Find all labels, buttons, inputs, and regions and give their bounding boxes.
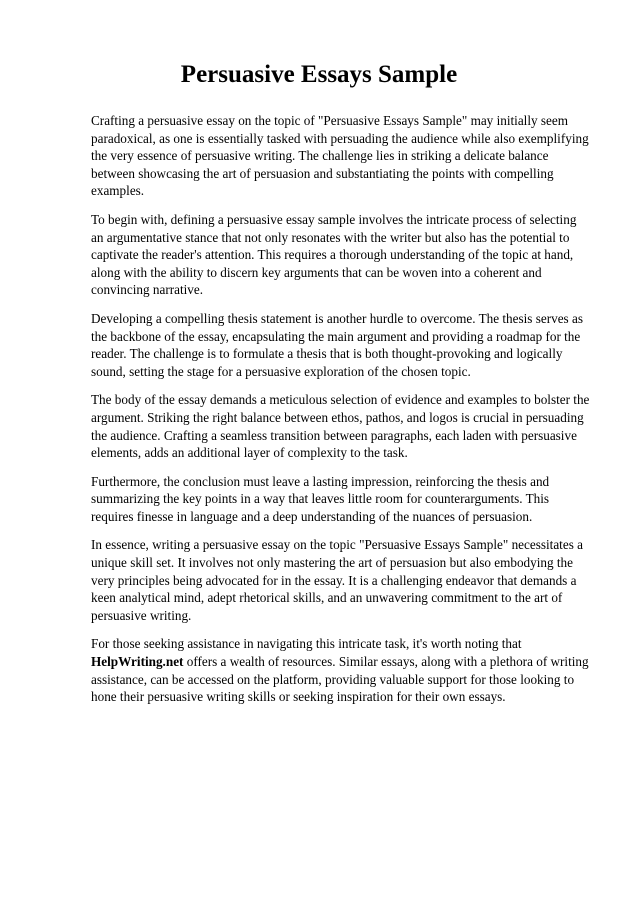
paragraph-thesis: Developing a compelling thesis statement is another hurdle to overcome. The thesis serves as the backbone of the essay, encapsulating the main argument and providing a roadmap for the reader. The challenge is to formulate a thesis that is both thought-provoking and logically sound, setting the stage for a persuasive exploration of the chosen topic. <box>91 310 583 379</box>
paragraph-body: The body of the essay demands a meticulous selection of evidence and examples to bolster the argument. Striking the right balance between ethos, pathos, and logos is crucial in persuading the audience. Crafting a seamless transition between paragraphs, each laden with persuasive elements, adds an additional layer of complexity to the task. <box>91 392 590 461</box>
paragraph-conclusion: Furthermore, the conclusion must leave a lasting impression, reinforcing the thesis and summarizing the key points in a way that leaves little room for counterarguments. This requires finesse in language and a deep understanding of the nuances of persuasion. <box>91 473 550 524</box>
document-title: Persuasive Essays Sample <box>180 61 458 88</box>
paragraph-assistance <box>91 635 591 705</box>
assistance-text-before: For those seeking assistance in navigating this intricate task, it's worth noting that <box>91 636 522 652</box>
paragraph-essence: In essence, writing a persuasive essay on the topic "Persuasive Essays Sample" necessitates a unique skill set. It involves not only mastering the art of persuasion but also embodying the very principles being advocated for in the essay. It is a challenging endeavor that demands a keen analytical mind, adept rhetorical skills, and an unwavering commitment to the art of persuasive writing. <box>91 537 583 623</box>
brand-name: HelpWriting.net <box>91 654 184 670</box>
paragraph-intro: Crafting a persuasive essay on the topic of "Persuasive Essays Sample" may initially seem paradoxical, as one is essentially tasked with persuading the audience while also exemplifying the very essence of persuasive writing. The challenge lies in striking a delicate balance between showcasing the art of persuasion and substantiating the points with compelling examples. <box>91 113 589 199</box>
paragraph-defining: To begin with, defining a persuasive essay sample involves the intricate process of selecting an argumentative stance that not only resonates with the writer but also has the potential to captivate the reader's attention. This requires a thorough understanding of the topic at hand, along with the ability to discern key arguments that can be woven into a coherent and convincing narrative. <box>91 211 577 298</box>
assistance-text-after: offers a wealth of resources. Similar essays, along with a plethora of writing assistance, can be accessed on the platform, providing valuable support for those looking to hone their persuasive writing skills or seeking inspiration for their own essays. <box>91 654 589 705</box>
